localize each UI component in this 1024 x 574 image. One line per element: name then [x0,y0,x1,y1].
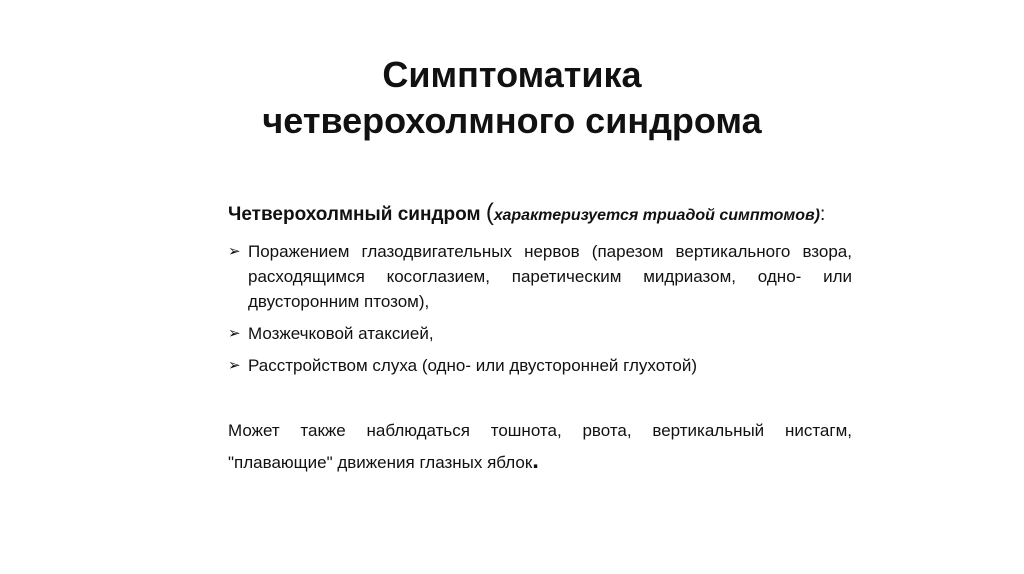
list-item [228,353,852,378]
slide-body [228,198,852,495]
list-item [228,239,852,314]
arrow-bullet-icon: ➢ [228,357,241,374]
symptom-list [228,239,852,378]
arrow-bullet-icon: ➢ [228,243,241,260]
slide-title-line-1: Симптоматика [382,54,642,95]
list-item-text: Поражением глазодвигательных нервов (парезом вертикального взора, расходящимся косоглазием, паретическим мидриазом, одно- или двусторонним птозом), [248,242,852,311]
additional-symptoms-text: Может также наблюдаться тошнота, рвота, вертикальный нистагм, "плавающие" движения глазных яблок [228,421,852,472]
slide-title [0,52,1024,144]
list-item [228,321,852,346]
intro-note: характеризуется триадой симптомов) [493,207,820,224]
arrow-bullet-icon: ➢ [228,325,241,342]
intro-colon: : [820,204,826,225]
intro-lead: Четверохолмный синдром [228,204,481,225]
list-item-text: Мозжечковой атаксией, [248,324,434,343]
intro-open-paren: ( [485,199,494,226]
list-item-text: Расстройством слуха (одно- или двусторонней глухотой) [248,356,697,375]
slide-title-line-2: четверохолмного синдрома [262,100,762,141]
additional-symptoms-paragraph [228,416,852,478]
intro-paragraph [228,198,852,231]
paragraph-end-mark: . [532,447,539,474]
